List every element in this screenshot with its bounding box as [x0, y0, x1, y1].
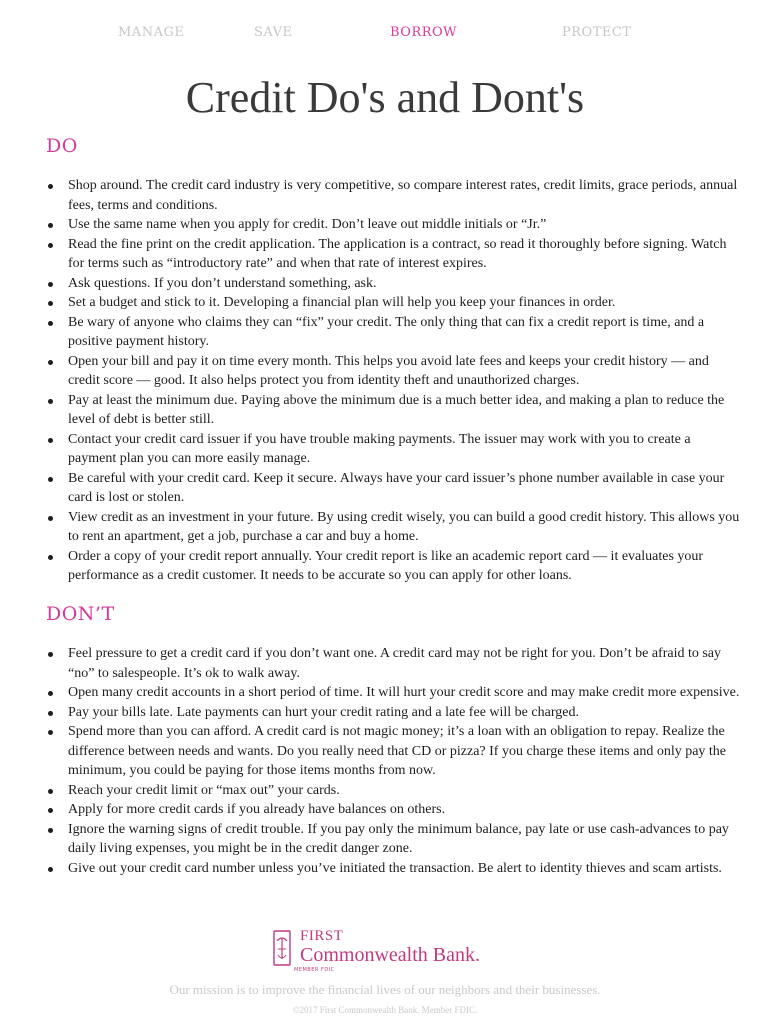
mission-statement: Our mission is to improve the financial lives of our neighbors and their businesses.: [169, 982, 601, 997]
do-item: Contact your credit card issuer if you have trouble making payments. The issuer may work with you to create a payment plan you can more easily manage.: [46, 430, 741, 469]
do-item: Be wary of anyone who claims they can “fix” your credit. The only thing that can fix a credit report is time, and a positive payment history.: [46, 313, 741, 352]
bank-emblem-icon: [272, 929, 292, 969]
dont-item: Reach your credit limit or “max out” your cards.: [46, 781, 741, 801]
do-heading: DO: [46, 135, 78, 157]
logo-member-fdic: MEMBER FDIC: [294, 967, 335, 973]
dont-item: Apply for more credit cards if you already have balances on others.: [46, 800, 741, 820]
do-item: Be careful with your credit card. Keep it secure. Always have your card issuer’s phone number available in case your card is lost or stolen.: [46, 469, 741, 508]
do-item: Use the same name when you apply for credit. Don’t leave out middle initials or “Jr.”: [46, 215, 741, 235]
do-item: Read the fine print on the credit application. The application is a contract, so read it thoroughly before signing. Watch for terms such as “introductory rate” and when that rate of interest expires.: [46, 235, 741, 274]
nav-manage[interactable]: MANAGE: [118, 25, 185, 40]
dont-item: Feel pressure to get a credit card if you don’t want one. A credit card may not be right for you. Don’t be afraid to say “no” to salespeople. It’s ok to walk away.: [46, 644, 741, 683]
do-item: Pay at least the minimum due. Paying above the minimum due is a much better idea, and making a plan to reduce the level of debt is better still.: [46, 391, 741, 430]
logo-line-commonwealth: Commonwealth Bank.: [300, 944, 480, 966]
copyright: ©2017 First Commonwealth Bank. Member FDIC.: [292, 1005, 478, 1015]
nav-protect[interactable]: PROTECT: [562, 25, 632, 40]
dont-item: Give out your credit card number unless you’ve initiated the transaction. Be alert to identity thieves and scam artists.: [46, 859, 741, 879]
logo-wordmark: [300, 929, 480, 965]
do-list: [46, 176, 741, 586]
dont-item: Spend more than you can afford. A credit card is not magic money; it’s a loan with an obligation to repay. Realize the difference between needs and wants. Do you really need that CD or pizza? If you charge these items and only pay the minimum, you could be paying for those items months from now.: [46, 722, 741, 781]
nav-save[interactable]: SAVE: [254, 25, 293, 40]
dont-item: Pay your bills late. Late payments can hurt your credit rating and a late fee will be charged.: [46, 703, 741, 723]
dont-list: [46, 644, 741, 878]
top-nav: [0, 25, 770, 45]
do-item: Shop around. The credit card industry is very competitive, so compare interest rates, credit limits, grace periods, annual fees, terms and conditions.: [46, 176, 741, 215]
do-item: Open your bill and pay it on time every month. This helps you avoid late fees and keeps your credit history — and credit score — good. It also helps protect you from identity theft and unauthorized charges.: [46, 352, 741, 391]
do-item: Order a copy of your credit report annually. Your credit report is like an academic report card — it evaluates your performance as a credit customer. It needs to be accurate so you can apply for other loans.: [46, 547, 741, 586]
dont-item: Ignore the warning signs of credit trouble. If you pay only the minimum balance, pay late or use cash-advances to pay daily living expenses, you might be in the credit danger zone.: [46, 820, 741, 859]
do-item: View credit as an investment in your future. By using credit wisely, you can build a good credit history. This allows you to rent an apartment, get a job, purchase a car and buy a home.: [46, 508, 741, 547]
page-title: Credit Do's and Dont's: [185, 73, 585, 122]
do-item: Ask questions. If you don’t understand something, ask.: [46, 274, 741, 294]
do-item: Set a budget and stick to it. Developing a financial plan will help you keep your finances in order.: [46, 293, 741, 313]
nav-borrow[interactable]: BORROW: [390, 25, 458, 40]
dont-item: Open many credit accounts in a short period of time. It will hurt your credit score and may make credit more expensive.: [46, 683, 741, 703]
logo-line-first: FIRST: [300, 928, 344, 944]
bank-logo: [272, 929, 502, 975]
dont-heading: DON’T: [46, 603, 115, 625]
